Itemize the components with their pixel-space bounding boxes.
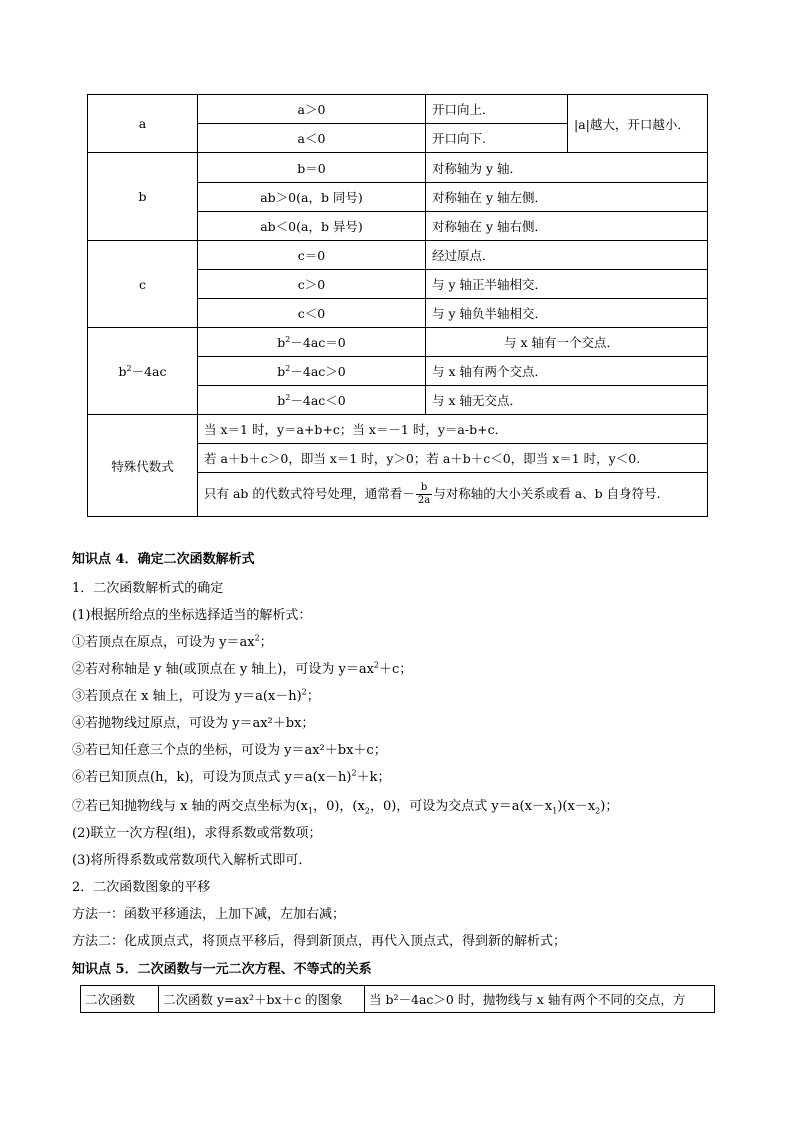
- table-cell: 当 b²－4ac＞0 时，抛物线与 x 轴有两个不同的交点，方: [365, 986, 715, 1013]
- result-cell: 与 y 轴负半轴相交．: [426, 299, 708, 328]
- cond-cell: ab＞0(a，b 同号): [198, 183, 426, 212]
- paragraph: (3)将所得系数或常数项代入解析式即可．: [72, 853, 312, 868]
- list-item: ⑥若已知顶点(h，k)，可设为顶点式 $y=a(x-h)^2+k$；: [72, 768, 391, 785]
- cond-cell: $b^2-4ac=0$: [198, 328, 426, 357]
- special-row-3: 只有 ab 的代数式符号处理，通常看－ $\frac{b}{2a}$ 与对称轴的大小关系或看 a、b 自身符号.: [198, 473, 708, 517]
- result-cell: 对称轴在 y 轴左侧．: [426, 183, 708, 212]
- special-row-2: 若 a＋b＋c＞0，即当 x＝1 时，y＞0；若 a＋b＋c＜0，即当 x＝1 时，y＜0.: [198, 444, 708, 473]
- coefficient-table: [87, 94, 708, 517]
- result-cell: 开口向上．: [426, 95, 568, 124]
- cond-cell: c＞0: [198, 270, 426, 299]
- row-label-c: c: [88, 241, 198, 328]
- relation-table: [80, 985, 715, 1013]
- row-label-discriminant: $b^2-4ac$: [88, 328, 198, 415]
- cond-cell: $b^2-4ac<0$: [198, 386, 426, 415]
- cond-cell: $b^2-4ac>0$: [198, 357, 426, 386]
- paragraph: (1)根据所给点的坐标选择适当的解析式：: [72, 608, 312, 623]
- result-cell: 与 x 轴无交点．: [426, 386, 708, 415]
- row-label-special: 特殊代数式: [88, 415, 198, 517]
- cond-cell: a＜0: [198, 124, 426, 153]
- cond-cell: b＝0: [198, 153, 426, 183]
- paragraph: (2)联立一次方程(组)，求得系数或常数项；: [72, 826, 322, 841]
- table-cell: 二次函数: [81, 986, 159, 1013]
- note-cell: |a|越大，开口越小．: [568, 95, 708, 153]
- cond-cell: c＜0: [198, 299, 426, 328]
- result-cell: 开口向下.: [426, 124, 568, 153]
- section4-heading: 知识点 4．确定二次函数解析式: [72, 552, 255, 567]
- result-cell: 对称轴为 y 轴．: [426, 153, 708, 183]
- result-cell: 与 x 轴有两个交点．: [426, 357, 708, 386]
- cond-cell: a＞0: [198, 95, 426, 124]
- list-item: ⑤若已知任意三个点的坐标，可设为 y＝ax²＋bx＋c；: [72, 743, 387, 758]
- paragraph: 方法一：函数平移通法，上加下减，左加右减；: [72, 907, 346, 922]
- section4-subheading-1: 1．二次函数解析式的确定: [72, 581, 224, 596]
- paragraph: 方法二：化成顶点式，将顶点平移后，得到新顶点，再代入顶点式，得到新的解析式；: [72, 934, 567, 949]
- table-cell: 二次函数 y=ax²＋bx＋c 的图象: [159, 986, 365, 1013]
- cond-cell: c＝0: [198, 241, 426, 270]
- list-item: ⑦若已知抛物线与 x 轴的两交点坐标为($x_1$，0)，($x_2$，0)，可设为交点式 $y=a(x-x_1)(x-x_2)$；: [72, 799, 619, 816]
- list-item: ①若顶点在原点，可设为 $y=ax^2$；: [72, 633, 273, 650]
- list-item: ④若抛物线过原点，可设为 y＝ax²＋bx；: [72, 716, 315, 731]
- row-label-b: b: [88, 153, 198, 241]
- result-cell: 对称轴在 y 轴右侧．: [426, 212, 708, 241]
- result-cell: 经过原点．: [426, 241, 708, 270]
- list-item: ②若对称轴是 y 轴(或顶点在 y 轴上)，可设为 $y=ax^2+c$；: [72, 660, 413, 677]
- special-row-1: 当 x＝1 时，y＝a+b+c；当 x＝－1 时，y＝a-b+c．: [198, 415, 708, 444]
- result-cell: 与 x 轴有一个交点．: [426, 328, 708, 357]
- result-cell: 与 y 轴正半轴相交．: [426, 270, 708, 299]
- cond-cell: ab＜0(a，b 异号): [198, 212, 426, 241]
- list-item: ③若顶点在 x 轴上，可设为 $y=a(x-h)^2$；: [72, 687, 320, 704]
- row-label-a: a: [88, 95, 198, 153]
- section5-heading: 知识点 5．二次函数与一元二次方程、不等式的关系: [72, 962, 372, 977]
- section4-subheading-2: 2．二次函数图象的平移: [72, 880, 211, 895]
- fraction: $\frac{b}{2a}$: [417, 482, 431, 506]
